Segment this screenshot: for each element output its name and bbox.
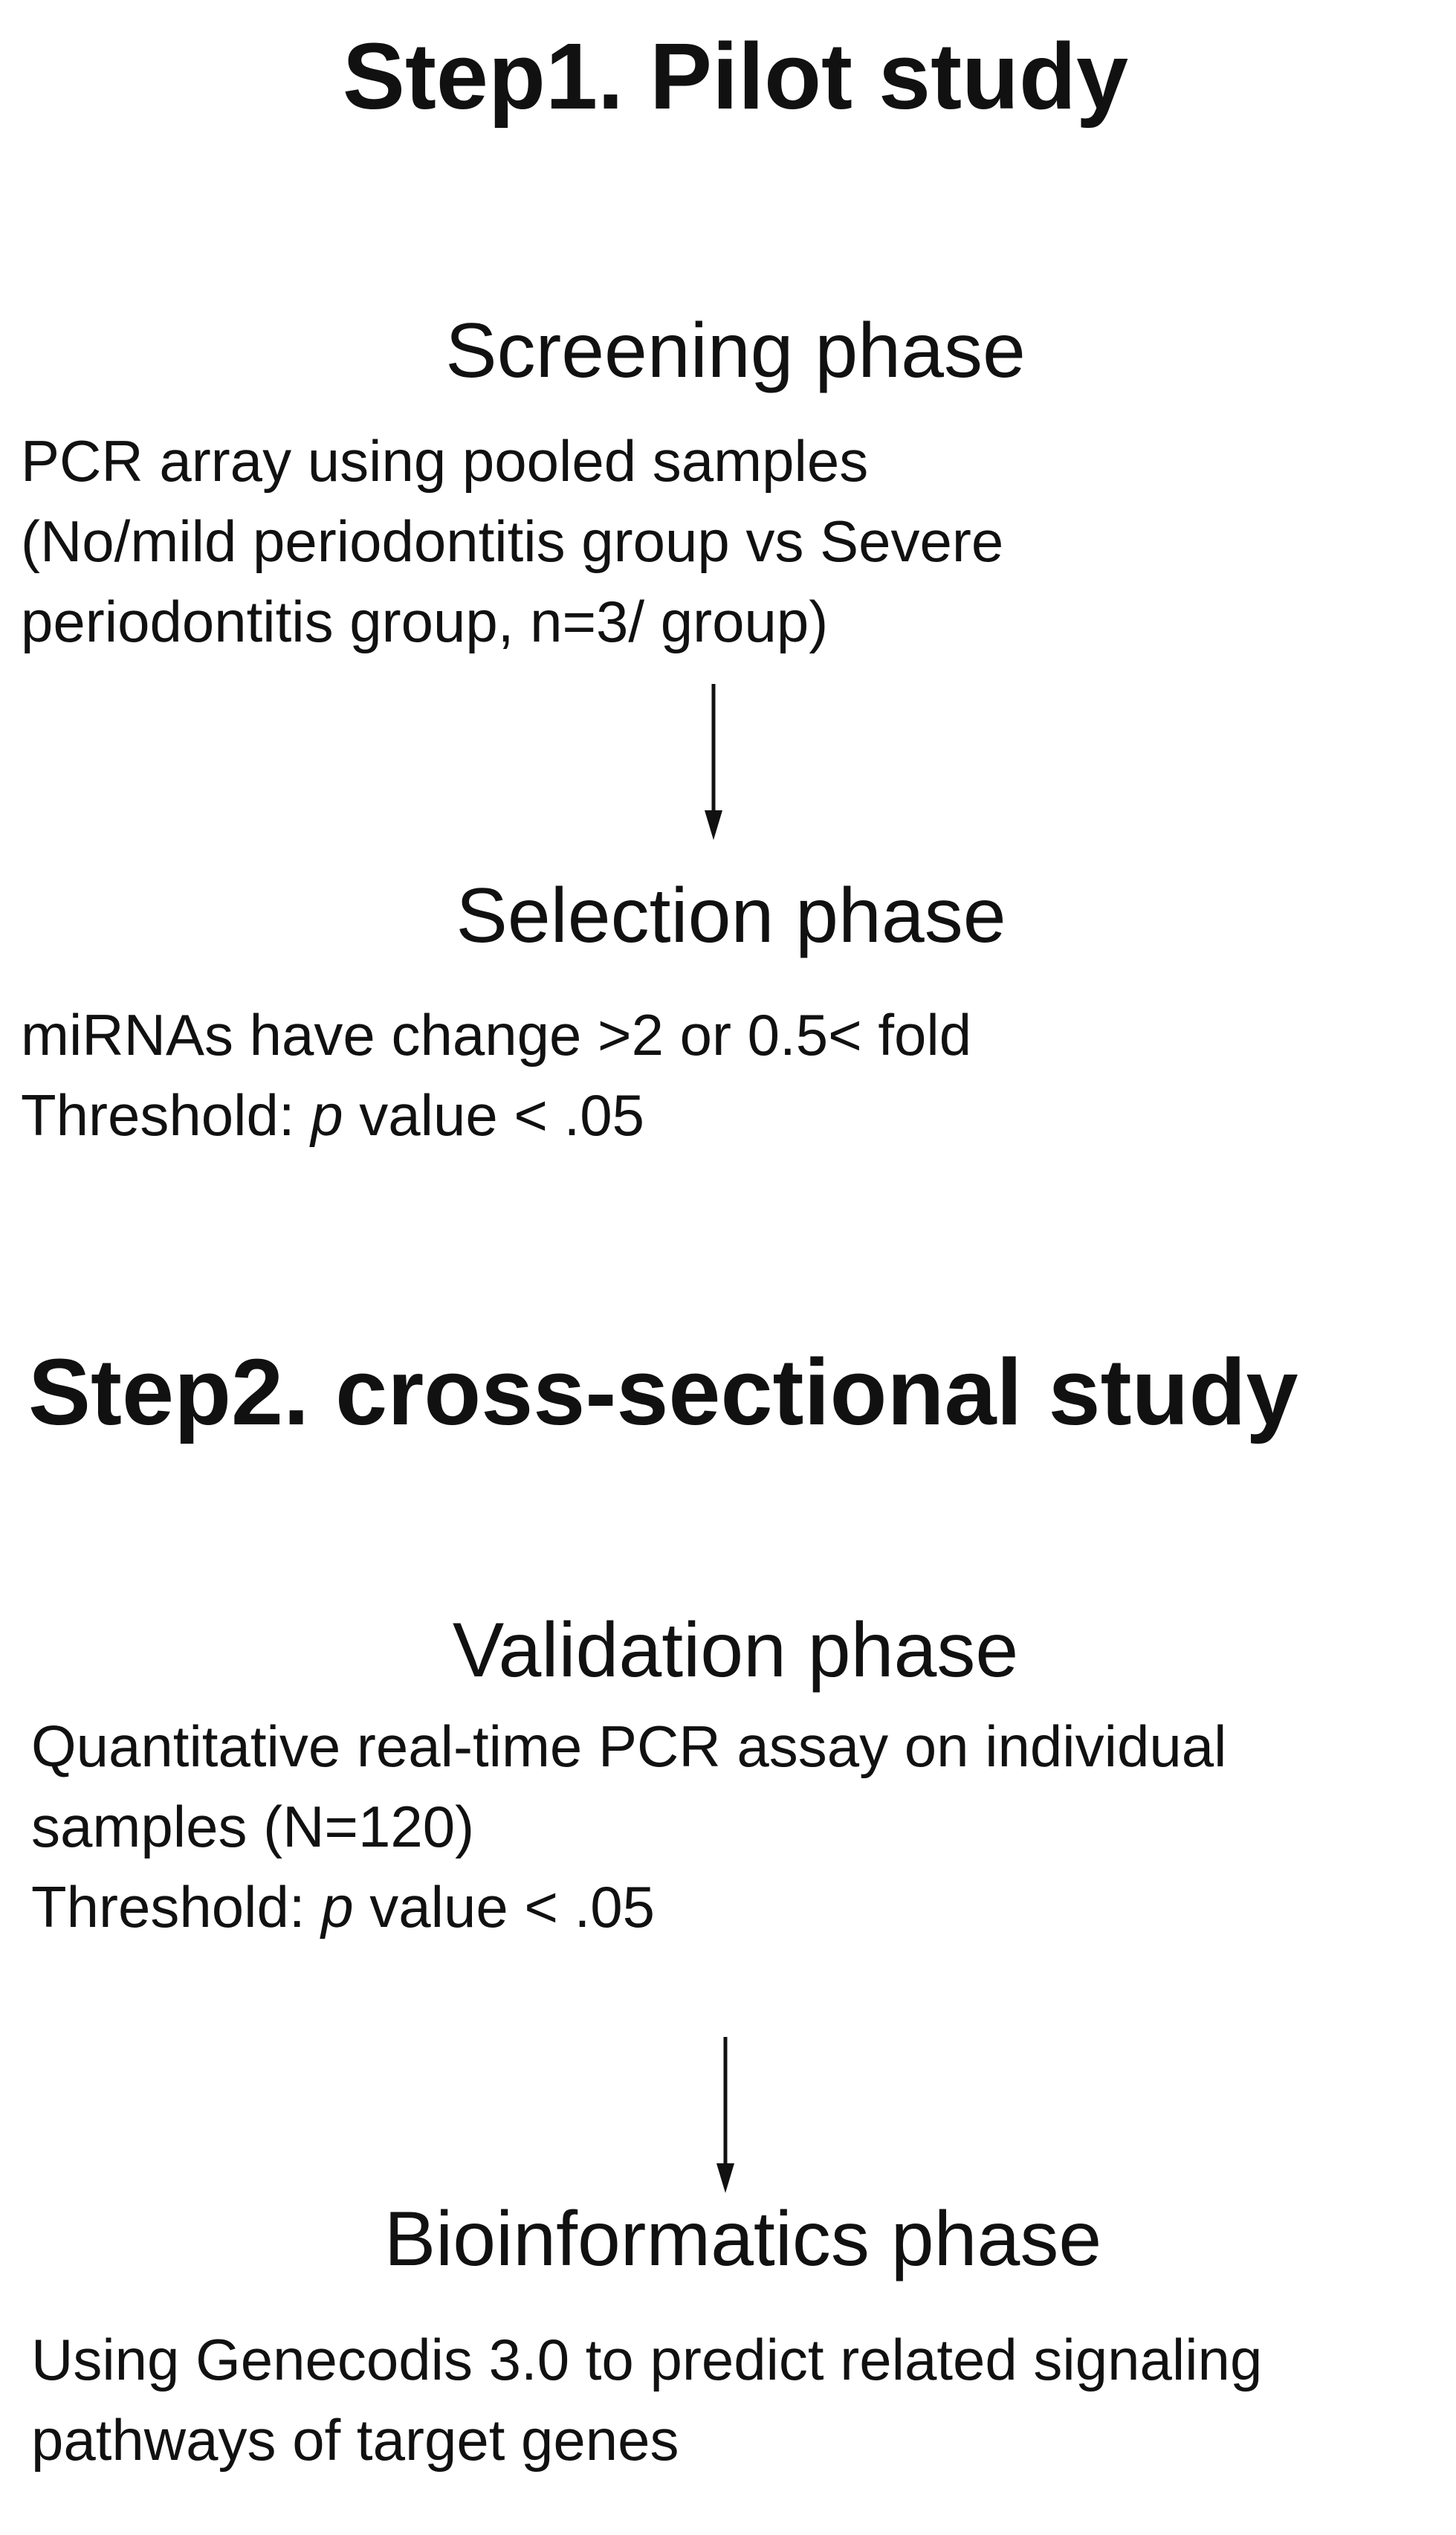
step1-title: Step1. Pilot study (342, 24, 1129, 129)
validation-phase-title: Validation phase (452, 1607, 1019, 1693)
step2-title: Step2. cross-sectional study (28, 1340, 1298, 1444)
bioinfo-desc-line-1: Using Genecodis 3.0 to predict related signaling (31, 2327, 1263, 2392)
validation-desc-line-2: samples (N=120) (31, 1794, 475, 1859)
threshold-value: value < .05 (343, 1082, 645, 1148)
screening-phase-description (21, 421, 1003, 662)
threshold-value: value < .05 (353, 1874, 656, 1940)
p-italic: p (321, 1874, 354, 1940)
bioinfo-desc-line-2: pathways of target genes (31, 2407, 679, 2473)
p-italic: p (311, 1082, 343, 1148)
bioinformatics-phase-description (31, 2319, 1262, 2480)
screening-desc-line-2: (No/mild periodontitis group vs Severe (21, 508, 1004, 574)
down-arrow-icon (711, 2037, 740, 2193)
bioinformatics-phase-title: Bioinformatics phase (384, 2196, 1102, 2282)
selection-phase-description (21, 995, 971, 1155)
selection-phase-title: Selection phase (456, 873, 1006, 959)
screening-desc-line-3: periodontitis group, n=3/ group) (21, 589, 829, 654)
threshold-label: Threshold: (21, 1082, 311, 1148)
validation-desc-line-3 (31, 1867, 1226, 1947)
selection-desc-line-1: miRNAs have change >2 or 0.5< fold (21, 1002, 972, 1068)
screening-desc-line-1: PCR array using pooled samples (21, 428, 869, 494)
validation-desc-line-1: Quantitative real-time PCR assay on individual (31, 1714, 1227, 1779)
threshold-label: Threshold: (31, 1874, 322, 1940)
validation-phase-description (31, 1706, 1226, 1947)
down-arrow-icon (699, 684, 728, 840)
selection-desc-line-2 (21, 1075, 971, 1155)
screening-phase-title: Screening phase (445, 308, 1026, 394)
